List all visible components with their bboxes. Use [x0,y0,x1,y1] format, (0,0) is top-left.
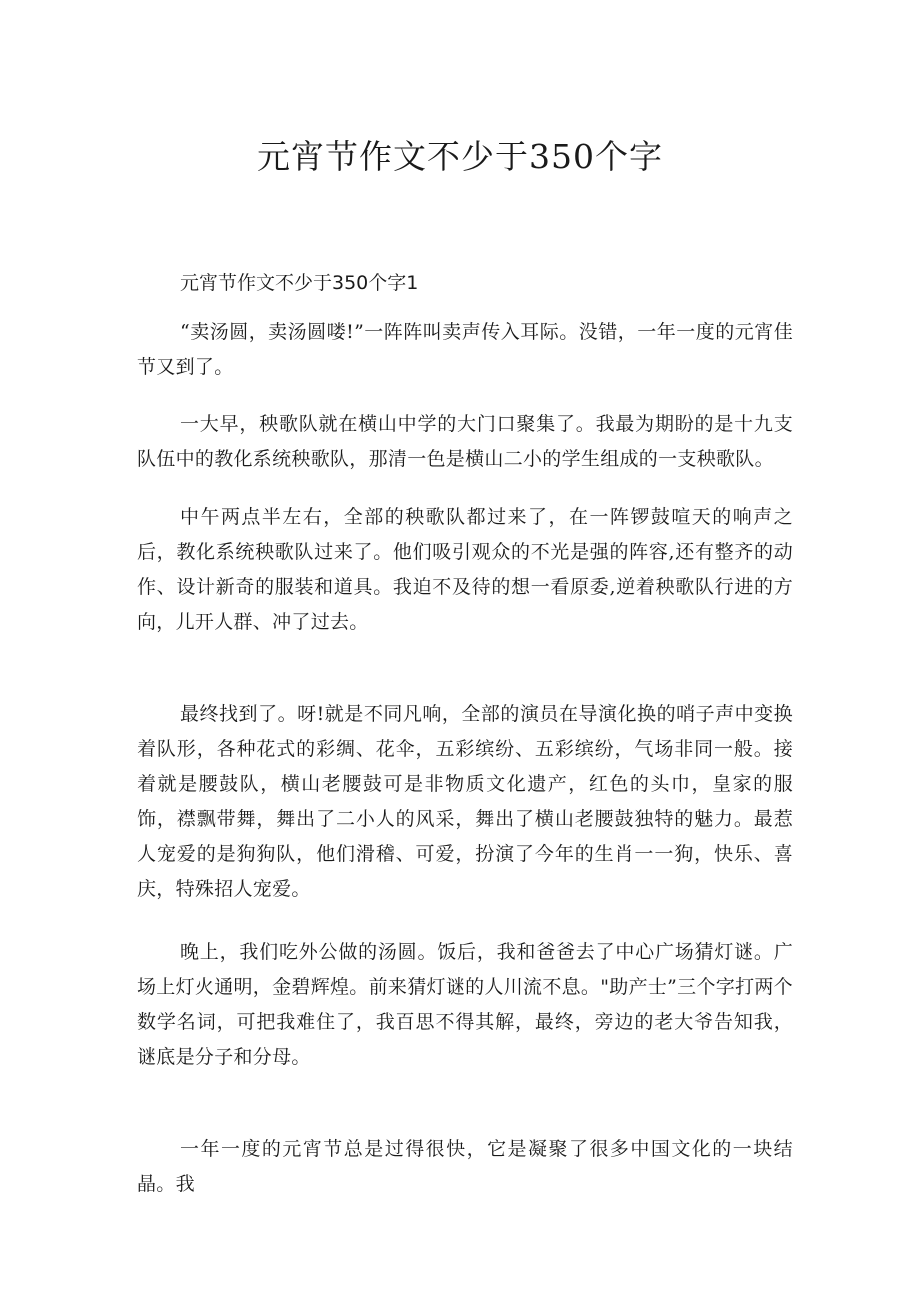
essay-heading: 元宵节作文不少于350个字1 [180,272,419,294]
paragraph-4: 最终找到了。呀!就是不同凡响，全部的演员在导演化换的哨子声中变换着队形，各种花式的彩绸、花伞，五彩缤纷、五彩缤纷，气场非同一般。接着就是腰鼓队，横山老腰鼓可是非物质文化遗产，红色的头巾，皇家的服饰，襟飘带舞，舞出了二小人的风采，舞出了横山老腰鼓独特的魅力。最惹人宠爱的是狗狗队，他们滑稽、可爱，扮演了今年的生肖一一狗，快乐、喜庆，特殊招人宠爱。 [137,703,793,900]
document-title: 元宵节作文不少于350个字 [257,137,663,176]
paragraph-6: 一年一度的元宵节总是过得很快，它是凝聚了很多中国文化的一块结晶。我 [137,1138,793,1195]
paragraph-3: 中午两点半左右，全部的秧歌队都过来了，在一阵锣鼓喧天的响声之后，教化系统秧歌队过来了。他们吸引观众的不光是强的阵容,还有整齐的动作、设计新奇的服装和道具。我迫不及待的想一看原委,逆着秧歌队行进的方向，儿开人群、冲了过去。 [137,506,793,633]
paragraph-2: 一大早，秧歌队就在横山中学的大门口聚集了。我最为期盼的是十九支队伍中的教化系统秧歌队，那清一色是横山二小的学生组成的一支秧歌队。 [137,413,793,470]
paragraph-5: 晚上，我们吃外公做的汤圆。饭后，我和爸爸去了中心广场猜灯谜。广场上灯火通明，金碧辉煌。前来猜灯谜的人川流不息。"助产士”三个字打两个数学名词，可把我难住了，我百思不得其解，最终，旁边的老大爷告知我，谜底是分子和分母。 [137,941,793,1068]
paragraph-1: “卖汤圆，卖汤圆喽!”一阵阵叫卖声传入耳际。没错，一年一度的元宵佳节又到了。 [137,321,793,378]
